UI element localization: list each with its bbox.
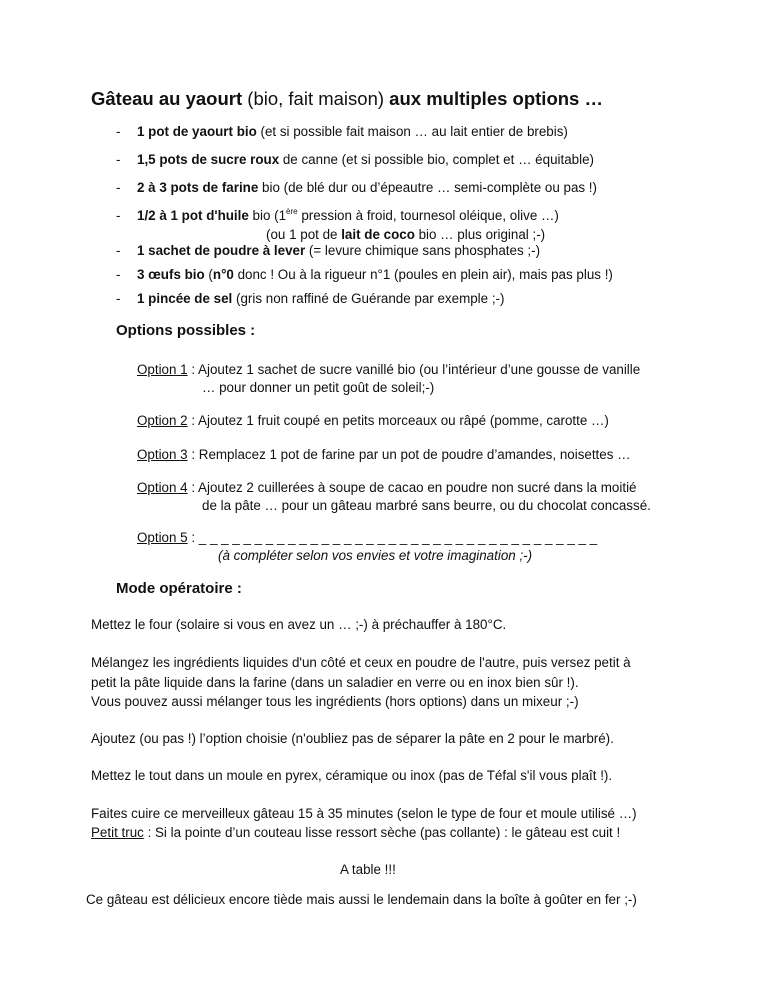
ingredient-detail: (= levure chimique sans phosphates ;-): [305, 243, 541, 258]
title-note: (bio, fait maison): [242, 88, 390, 109]
option-label: Option 3: [137, 447, 188, 462]
ingredient-detail: (gris non raffiné de Guérande par exemple ;-): [232, 291, 505, 306]
ingredient-detail: de canne (et si possible bio, complet et … équitable): [279, 152, 594, 167]
ingredient-name: 1,5 pots de sucre roux: [137, 152, 280, 167]
step-mix-line1: Mélangez les ingrédients liquides d'un côté et ceux en poudre de l'autre, puis versez petit à: [91, 655, 631, 670]
option-label: Option 5: [137, 530, 188, 545]
step-mould: Mettez le tout dans un moule en pyrex, céramique ou inox (pas de Téfal s'il vous plaît !).: [91, 768, 613, 783]
ingredient-alternative: [266, 227, 545, 242]
option-item: [137, 530, 597, 545]
ingredient-name: 2 à 3 pots de farine: [137, 180, 259, 195]
ingredient-name: 1/2 à 1 pot d'huile: [137, 208, 249, 223]
option-item: [137, 362, 640, 377]
step-add-option: Ajoutez (ou pas !) l’option choisie (n'oubliez pas de séparer la pâte en 2 pour le marbré).: [91, 731, 614, 746]
ingredient-detail: pression à froid, tournesol oléique, olive …): [297, 208, 559, 223]
option-text: : Ajoutez 2 cuillerées à soupe de cacao en poudre non sucré dans la moitié: [187, 480, 637, 495]
option-blank-line: : _ _ _ _ _ _ _ _ _ _ _ _ _ _ _ _ _ _ _ _ _ _ _ _ _ _ _ _ _ _ _ _ _ _ _ _: [187, 530, 598, 545]
option-text-continued: … pour donner un petit goût de soleil;-): [202, 380, 435, 395]
ingredient-detail: bio (1: [248, 208, 287, 223]
option-item: [137, 480, 637, 495]
option-hint: (à compléter selon vos envies et votre imagination ;-): [218, 548, 533, 563]
alt-text: (ou 1 pot de: [266, 227, 342, 242]
ingredient-detail: (: [204, 267, 213, 282]
a-table-line: A table !!!: [340, 862, 396, 877]
closing-line: Ce gâteau est délicieux encore tiède mais aussi le lendemain dans la boîte à goûter en fer ;-): [86, 892, 637, 907]
option-text: : Ajoutez 1 sachet de sucre vanillé bio (ou l’intérieur d’une gousse de vanille: [187, 362, 641, 377]
option-text: : Remplacez 1 pot de farine par un pot de poudre d’amandes, noisettes …: [187, 447, 631, 462]
alt-bold: lait de coco: [341, 227, 415, 242]
option-text-continued: de la pâte … pour un gâteau marbré sans beurre, ou du chocolat concassé.: [202, 498, 651, 513]
step-mix-line3: Vous pouvez aussi mélanger tous les ingrédients (hors options) dans un mixeur ;-): [91, 694, 579, 709]
ingredient-name: 3 œufs bio: [137, 267, 205, 282]
ingredient-detail: donc ! Ou à la rigueur n°1 (poules en plein air), mais pas plus !): [233, 267, 613, 282]
mode-heading: Mode opératoire :: [116, 580, 242, 597]
tip-text: : Si la pointe d’un couteau lisse ressort sèche (pas collante) : le gâteau est cuit !: [143, 825, 621, 840]
ingredient-detail: bio (de blé dur ou d’épeautre … semi-complète ou pas !): [258, 180, 597, 195]
option-label: Option 4: [137, 480, 188, 495]
ingredient-name: 1 sachet de poudre à lever: [137, 243, 306, 258]
list-dash: -: [116, 291, 121, 306]
list-dash: -: [116, 180, 121, 195]
option-label: Option 1: [137, 362, 188, 377]
tip-line: [91, 825, 620, 840]
step-bake: Faites cuire ce merveilleux gâteau 15 à 35 minutes (selon le type de four et moule utilisé …): [91, 806, 637, 821]
title-main: Gâteau au yaourt: [91, 88, 243, 109]
option-item: [137, 447, 631, 462]
list-dash: -: [116, 267, 121, 282]
option-item: [137, 413, 609, 428]
options-heading: Options possibles :: [116, 322, 256, 339]
ingredient-detail: (et si possible fait maison … au lait entier de brebis): [256, 124, 568, 139]
list-dash: -: [116, 243, 121, 258]
superscript: ère: [286, 207, 298, 216]
step-preheat: Mettez le four (solaire si vous en avez un … ;-) à préchauffer à 180°C.: [91, 617, 507, 632]
ingredient-name: 1 pot de yaourt bio: [137, 124, 257, 139]
ingredient-name: 1 pincée de sel: [137, 291, 233, 306]
title-options: aux multiples options …: [389, 88, 603, 109]
tip-label: Petit truc: [91, 825, 144, 840]
list-dash: -: [116, 152, 121, 167]
list-dash: -: [116, 208, 121, 223]
list-dash: -: [116, 124, 121, 139]
option-label: Option 2: [137, 413, 188, 428]
step-mix-line2: petit la pâte liquide dans la farine (dans un saladier en verre ou en inox bien sûr !).: [91, 675, 579, 690]
alt-text: bio … plus original ;-): [414, 227, 546, 242]
ingredient-bold: n°0: [212, 267, 234, 282]
option-text: : Ajoutez 1 fruit coupé en petits morceaux ou râpé (pomme, carotte …): [187, 413, 609, 428]
recipe-title: [91, 88, 603, 110]
